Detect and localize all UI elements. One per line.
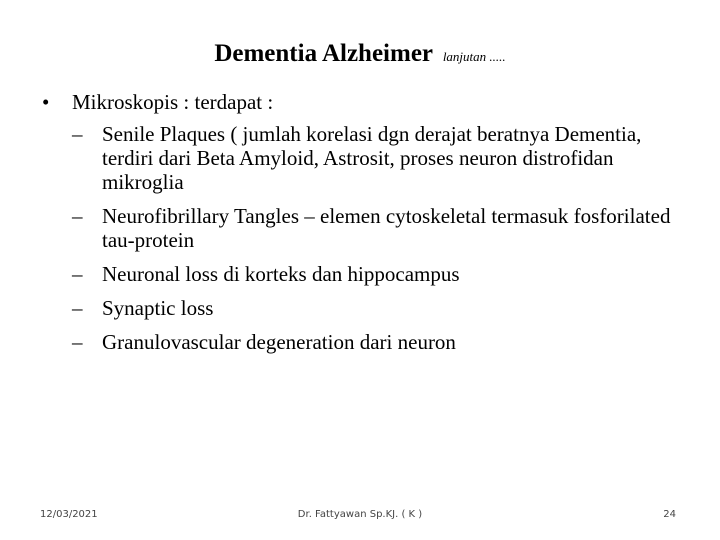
footer-author: Dr. Fattyawan Sp.KJ. ( K ) — [297, 509, 423, 520]
sub-bullet-text: Granulovascular degeneration dari neuron — [102, 330, 456, 354]
sub-bullet-item — [36, 296, 686, 320]
sub-bullet-item — [36, 122, 686, 194]
sub-bullet-text: Senile Plaques ( jumlah korelasi dgn derajat beratnya Dementia, terdiri dari Beta Amyloid, Astrosit, proses neuron distrofidan mikroglia — [102, 122, 642, 194]
main-bullet-text: Mikroskopis : terdapat : — [72, 90, 274, 114]
bullet-marker: • — [42, 90, 50, 114]
dash-marker: – — [72, 204, 83, 228]
dash-marker: – — [72, 262, 83, 286]
slide-body — [36, 88, 686, 364]
dash-marker: – — [72, 330, 83, 354]
sub-bullet-text: Neurofibrillary Tangles – elemen cytoskeletal termasuk fosforilated tau-protein — [102, 204, 671, 252]
sub-bullet-item — [36, 204, 686, 252]
sub-bullet-item — [36, 330, 686, 354]
dash-marker: – — [72, 122, 83, 146]
sub-bullet-text: Synaptic loss — [102, 296, 214, 320]
main-bullet — [36, 88, 686, 116]
sub-bullet-text: Neuronal loss di korteks dan hippocampus — [102, 262, 460, 286]
slide-title — [0, 40, 720, 68]
sub-bullet-list — [36, 122, 686, 354]
footer-date: 12/03/2021 — [40, 509, 98, 520]
sub-bullet-item — [36, 262, 686, 286]
title-subtitle: lanjutan ..... — [442, 49, 506, 64]
dash-marker: – — [72, 296, 83, 320]
footer-page-number: 24 — [663, 509, 676, 520]
title-text: Dementia Alzheimer — [214, 40, 433, 67]
